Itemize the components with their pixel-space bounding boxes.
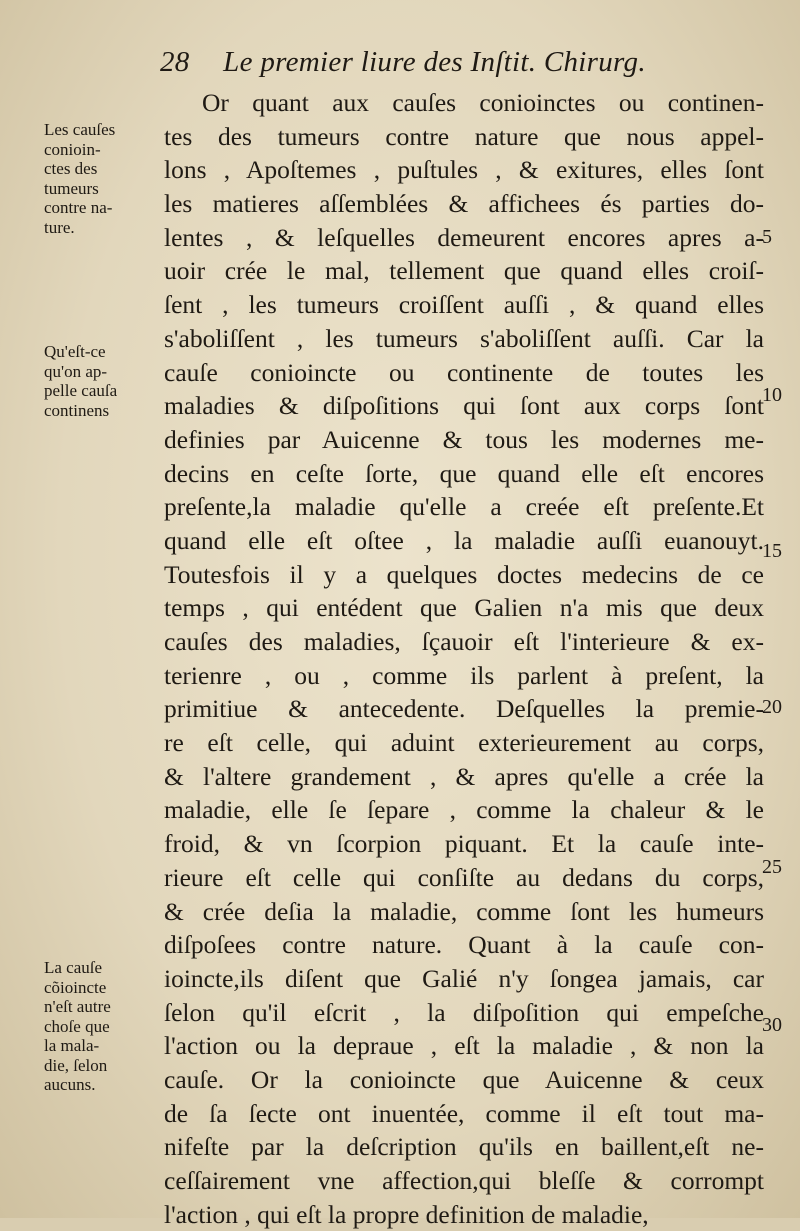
text-line: primitiue & antecedente. Deſquelles la premie- [164, 694, 764, 724]
text-line: Or quant aux cauſes conioinctes ou continen- [202, 88, 764, 117]
text-line: definies par Auicenne & tous les modernes me- [164, 424, 764, 454]
text-line: ſent , les tumeurs croiſſent auſſi , & quand elles [164, 290, 764, 320]
line-number: 20 [762, 696, 782, 718]
main-text-block [164, 86, 764, 1231]
text-line: rieure eſt celle qui conſiſte au dedans du corps, [164, 862, 764, 892]
running-header [160, 46, 720, 86]
text-line: s'aboliſſent , les tumeurs s'aboliſſent auſſi. Car la [164, 323, 764, 353]
margin-note [44, 342, 162, 420]
text-line: l'action ou la depraue , eſt la maladie , & non la [164, 1031, 764, 1061]
margin-note-line: die, ſelon [44, 1055, 108, 1075]
line-number: 25 [762, 856, 782, 878]
text-line: ioincte,ils diſent que Galié n'y ſongea jamais, car [164, 963, 764, 993]
text-line: & l'altere grandement , & apres qu'elle a crée la [164, 761, 764, 791]
text-line: maladie, elle ſe ſepare , comme la chaleur & le [164, 795, 764, 825]
text-line: decins en ceſte ſorte, que quand elle eſt encores [164, 458, 764, 488]
margin-note-line: tumeurs [44, 178, 99, 198]
text-line: tes des tumeurs contre nature que nous appel- [164, 121, 764, 151]
text-line: ſelon qu'il eſcrit , la diſpoſition qui empeſche [164, 997, 764, 1027]
text-line: froid, & vn ſcorpion piquant. Et la cauſe inte- [164, 829, 764, 859]
margin-note-line: La cauſe [44, 958, 103, 977]
line-number: 30 [762, 1014, 782, 1036]
margin-note-line: ture. [44, 217, 75, 237]
margin-note-line: cõioincte [44, 977, 107, 997]
margin-note-line: ctes des [44, 159, 98, 178]
text-line: maladies & diſpoſitions qui ſont aux corps ſont [164, 391, 764, 421]
text-line: l'action , qui eſt la propre definition de maladie, [164, 1199, 649, 1229]
text-line: ceſſairement vne affection,qui bleſſe & corrompt [164, 1166, 764, 1195]
margin-note [44, 120, 162, 237]
margin-note-line: qu'on ap- [44, 361, 108, 381]
margin-note-line: continens [44, 400, 110, 420]
margin-note-line: pelle cauſa [44, 381, 118, 400]
margin-note-line: conioin- [44, 139, 101, 159]
text-line: & crée deſia la maladie, comme ſont les humeurs [164, 896, 764, 926]
text-line: terienre , ou , comme ils parlent à preſent, la [164, 660, 764, 690]
text-line: les matieres aſſemblées & affichees és parties do- [164, 189, 764, 219]
text-line: temps , qui entédent que Galien n'a mis que deux [164, 593, 764, 623]
text-line: cauſe. Or la conioincte que Auicenne & ceux [164, 1064, 764, 1094]
text-line: diſpoſees contre nature. Quant à la cauſe con- [164, 930, 764, 960]
text-line: Toutesfois il y a quelques doctes medecins de ce [164, 559, 764, 589]
running-title: Le premier liure des Inſtit. Chirurg. [223, 46, 646, 78]
page-number: 28 [160, 46, 190, 78]
text-line: nifeſte par la deſcription qu'ils en baillent,eſt ne- [164, 1132, 764, 1162]
margin-note [44, 958, 162, 1095]
line-number: 10 [762, 384, 782, 406]
text-line: lentes , & leſquelles demeurent encores apres a- [164, 222, 764, 252]
margin-note-line: n'eſt autre [44, 997, 111, 1016]
margin-note-line: Qu'eſt-ce [44, 342, 106, 361]
line-number: 15 [762, 540, 782, 562]
text-line: lons , Apoſtemes , puſtules , & exitures, elles ſont [164, 155, 764, 185]
text-line: de ſa ſecte ont inuentée, comme il eſt tout ma- [164, 1098, 764, 1128]
margin-note-line: Les cauſes [44, 120, 116, 139]
text-line: re eſt celle, qui aduint exterieurement au corps, [164, 728, 764, 758]
text-line: quand elle eſt oſtee , la maladie auſſi euanouyt. [164, 525, 764, 555]
text-line: cauſe conioincte ou continente de toutes les [164, 357, 764, 387]
margin-note-line: aucuns. [44, 1075, 96, 1094]
margin-note-line: la mala- [44, 1036, 100, 1055]
margin-note-line: choſe que [44, 1016, 110, 1036]
text-line: preſente,la maladie qu'elle a creée eſt preſente.Et [164, 492, 764, 522]
text-line: uoir crée le mal, tellement que quand elles croiſ- [164, 256, 764, 286]
text-line: cauſes des maladies, ſçauoir eſt l'interieure & ex- [164, 627, 764, 656]
line-number: 5 [762, 226, 772, 248]
margin-note-line: contre na- [44, 198, 113, 217]
